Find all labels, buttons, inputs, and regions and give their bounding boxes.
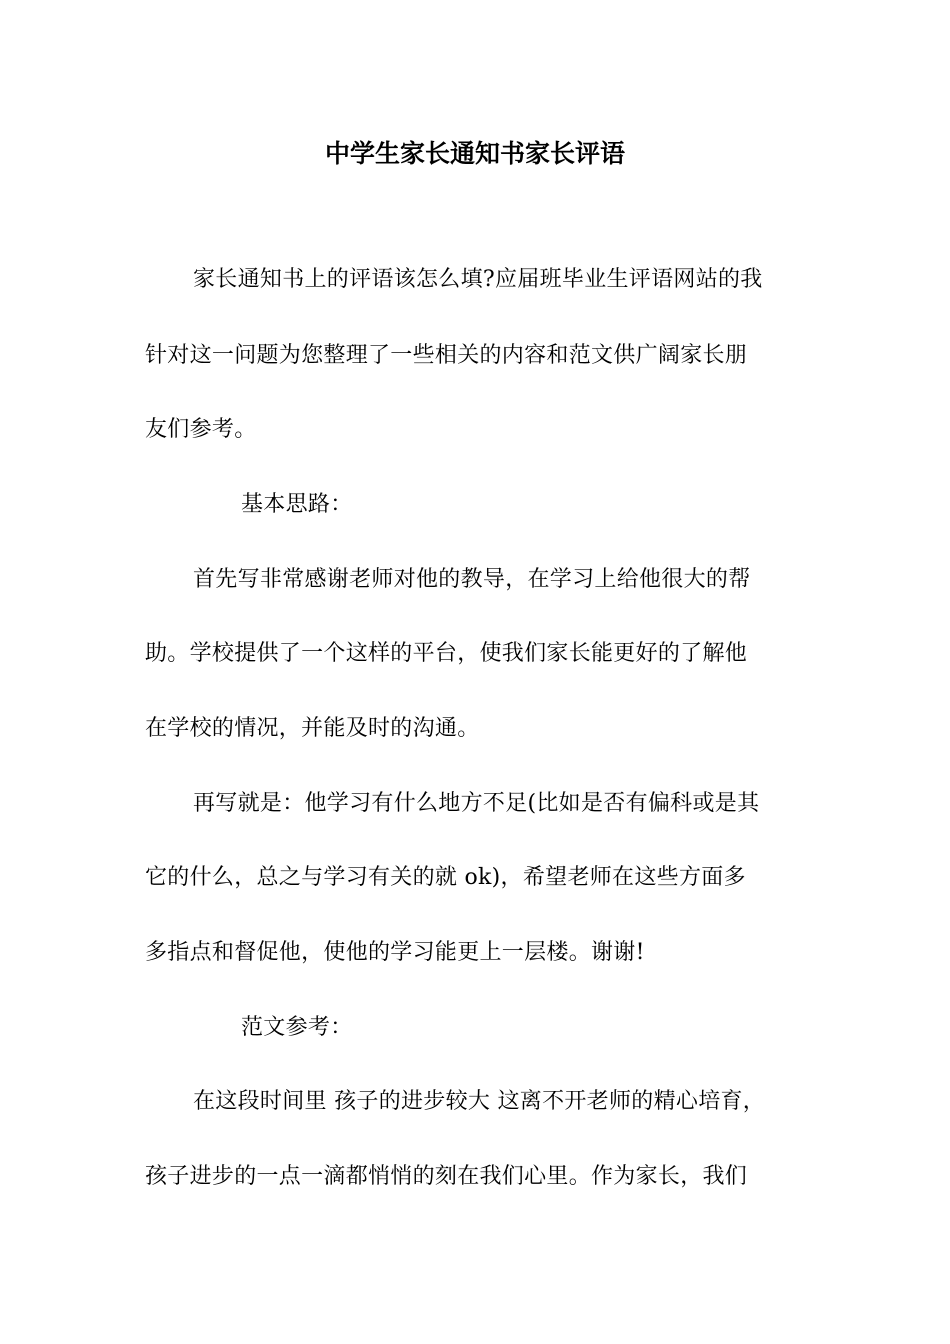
- section-heading: 范文参考：: [241, 1015, 353, 1040]
- paragraph-line: 助。学校提供了一个这样的平台，使我们家长能更好的了解他: [145, 641, 748, 666]
- paragraph-line: 多指点和督促他，使他的学习能更上一层楼。谢谢!: [145, 940, 645, 965]
- paragraph-line: 针对这一问题为您整理了一些相关的内容和范文供广阔家长朋: [145, 343, 748, 368]
- paragraph-line: 家长通知书上的评语该怎么填?应届班毕业生评语网站的我: [193, 267, 763, 292]
- paragraph-line: 再写就是：他学习有什么地方不足(比如是否有偏科或是其: [193, 791, 760, 816]
- paragraph-line: 在这段时间里 孩子的进步较大 这离不开老师的精心培育，: [193, 1089, 766, 1114]
- section-heading: 基本思路：: [241, 492, 353, 517]
- paragraph-line: 孩子进步的一点一滴都悄悄的刻在我们心里。作为家长，我们: [145, 1164, 748, 1189]
- paragraph-line: 友们参考。: [145, 417, 257, 442]
- paragraph-line: 首先写非常感谢老师对他的教导，在学习上给他很大的帮: [193, 567, 751, 592]
- document-title: 中学生家长通知书家长评语: [324, 139, 625, 168]
- paragraph-line: 在学校的情况，并能及时的沟通。: [145, 716, 480, 741]
- paragraph-line: 它的什么，总之与学习有关的就 ok)，希望老师在这些方面多: [145, 865, 746, 890]
